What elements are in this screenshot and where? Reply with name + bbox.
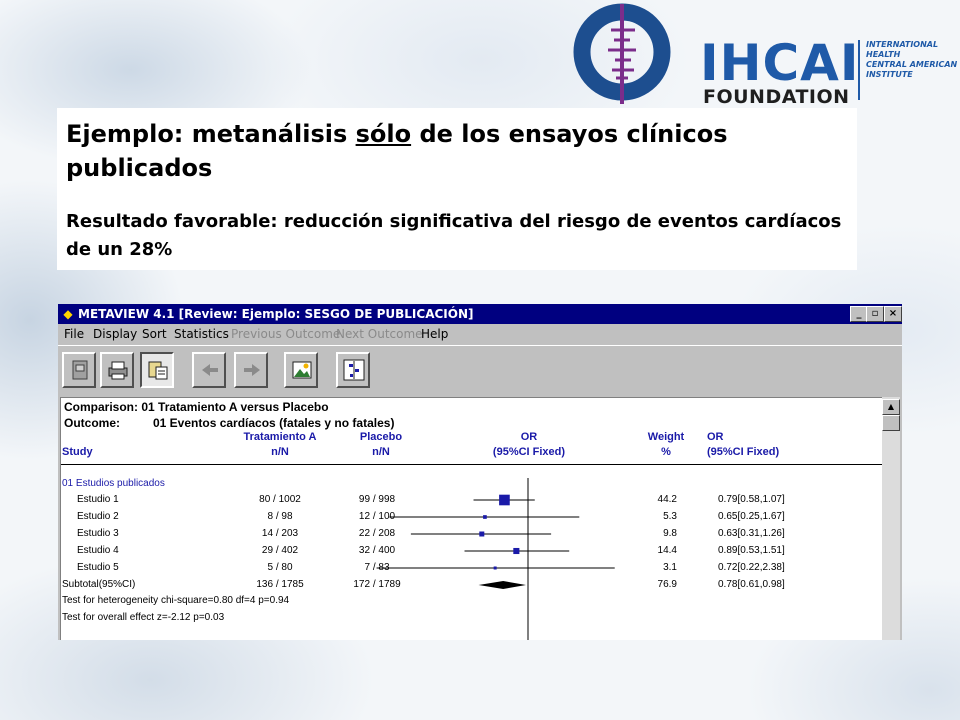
study-or-ci: 0.63[0.31,1.26] [718,528,785,539]
study-weight: 3.1 [663,562,677,573]
col-or-top: OR [520,431,538,443]
menu-help[interactable]: Help [421,327,449,341]
menu-bar [58,324,902,344]
minimize-button[interactable]: _ [850,306,868,322]
forest-plot-icon [343,359,365,381]
overall-effect-test: Test for overall effect z=-2.12 p=0.03 [62,612,225,623]
menu-next-outcome: Next Outcome [336,327,423,341]
study-point [483,515,487,519]
heterogeneity-test: Test for heterogeneity chi-square=0.80 df=4 p=0.94 [62,595,290,606]
window-title: METAVIEW 4.1 [Review: Ejemplo: SESGO DE PUBLICACIÓN] [78,307,474,321]
title-text-pre: Ejemplo: metanálisis [66,120,356,148]
next-button [234,352,268,388]
col-treatment-bottom: n/N [271,446,289,458]
study-treatment: 5 / 80 [267,562,293,573]
slide-subtitle: Resultado favorable: reducción significativa del riesgo de eventos cardíacos de un 28% [66,211,842,260]
window-titlebar[interactable] [58,304,902,324]
col-or2-bottom: (95%CI Fixed) [707,446,780,458]
subtotal-diamond [479,581,526,589]
menu-file[interactable]: File [64,327,85,341]
subtotal-weight: 76.9 [657,579,677,590]
study-point [479,531,484,536]
subtotal-name: Subtotal(95%CI) [62,579,136,590]
title-text-underlined: sólo [355,120,412,148]
comparison-label: Comparison: 01 Tratamiento A versus Placebo [64,400,329,414]
col-treatment-top: Tratamiento A [243,431,317,443]
study-treatment: 8 / 98 [267,511,293,522]
subtotal-or-ci: 0.78[0.61,0.98] [718,579,785,590]
col-placebo-bottom: n/N [372,446,390,458]
exit-door-icon [69,359,91,381]
study-name: Estudio 3 [77,528,119,539]
study-or-ci: 0.72[0.22,2.38] [718,562,785,573]
col-weight-bottom: % [661,446,671,458]
forest-plot-button[interactable] [336,352,370,388]
study-name: Estudio 1 [77,494,119,505]
picture-icon [291,359,313,381]
study-name: Estudio 4 [77,545,119,556]
forest-plot [61,398,883,640]
subtotal-placebo: 172 / 1789 [353,579,401,590]
study-placebo: 32 / 400 [358,545,396,556]
exit-button[interactable] [62,352,96,388]
study-treatment: 80 / 1002 [259,494,301,505]
scroll-thumb[interactable] [882,415,900,431]
study-weight: 5.3 [663,511,677,522]
menu-previous-outcome: Previous Outcome [231,327,341,341]
arrow-left-icon [199,359,221,381]
outcome-label: Outcome: [64,416,121,430]
col-weight-top: Weight [647,431,685,443]
study-point [499,495,510,506]
close-button[interactable]: × [884,306,902,322]
study-placebo: 22 / 208 [358,528,396,539]
ihcai-logo-text: IHCAI [700,34,860,92]
study-treatment: 14 / 203 [261,528,299,539]
metaview-window [58,304,902,640]
ihcai-institute-lines [858,40,957,100]
col-study: Study [62,446,93,458]
study-weight: 14.4 [657,545,677,556]
col-or-bottom: (95%CI Fixed) [492,446,566,458]
ihcai-line: HEALTH [866,50,901,59]
group-label: 01 Estudios publicados [62,478,165,489]
app-icon[interactable]: ◆ [63,307,73,321]
study-or-ci: 0.79[0.58,1.07] [718,494,785,505]
copy-button[interactable] [140,352,174,388]
ihcai-line: CENTRAL AMERICAN [866,60,958,69]
cochrane-logo [582,4,662,104]
toolbar [58,345,902,396]
study-or-ci: 0.89[0.53,1.51] [718,545,785,556]
study-point [513,548,519,554]
arrow-right-icon [241,359,263,381]
print-button[interactable] [100,352,134,388]
copy-clipboard-icon [147,359,169,381]
picture-button[interactable] [284,352,318,388]
printer-icon [107,359,129,381]
study-point [494,567,497,570]
study-or-ci: 0.65[0.25,1.67] [718,511,785,522]
menu-display[interactable]: Display [93,327,138,341]
study-placebo: 12 / 100 [358,511,396,522]
vertical-scrollbar[interactable] [882,397,900,640]
study-treatment: 29 / 402 [261,545,299,556]
col-or2-top: OR [707,431,724,443]
outcome-value: 01 Eventos cardíacos (fatales y no fatales) [153,416,395,430]
menu-sort[interactable]: Sort [142,327,167,341]
menu-statistics[interactable]: Statistics [174,327,229,341]
study-name: Estudio 5 [77,562,119,573]
study-name: Estudio 2 [77,511,119,522]
review-content[interactable] [60,397,883,640]
subtotal-treatment: 136 / 1785 [256,579,304,590]
restore-button[interactable]: ▫ [866,306,884,322]
study-placebo: 7 / 83 [364,562,390,573]
col-placebo-top: Placebo [359,431,403,443]
scroll-up-button[interactable]: ▲ [882,399,900,415]
ihcai-line: INSTITUTE [866,70,913,79]
ihcai-foundation-text: FOUNDATION [703,86,850,108]
ihcai-line: INTERNATIONAL [866,40,939,49]
study-placebo: 99 / 998 [358,494,396,505]
slide-title [66,117,846,185]
title-text-post: de los ensayos clínicos publicados [66,120,728,182]
previous-button [192,352,226,388]
study-weight: 9.8 [663,528,677,539]
study-weight: 44.2 [657,494,677,505]
